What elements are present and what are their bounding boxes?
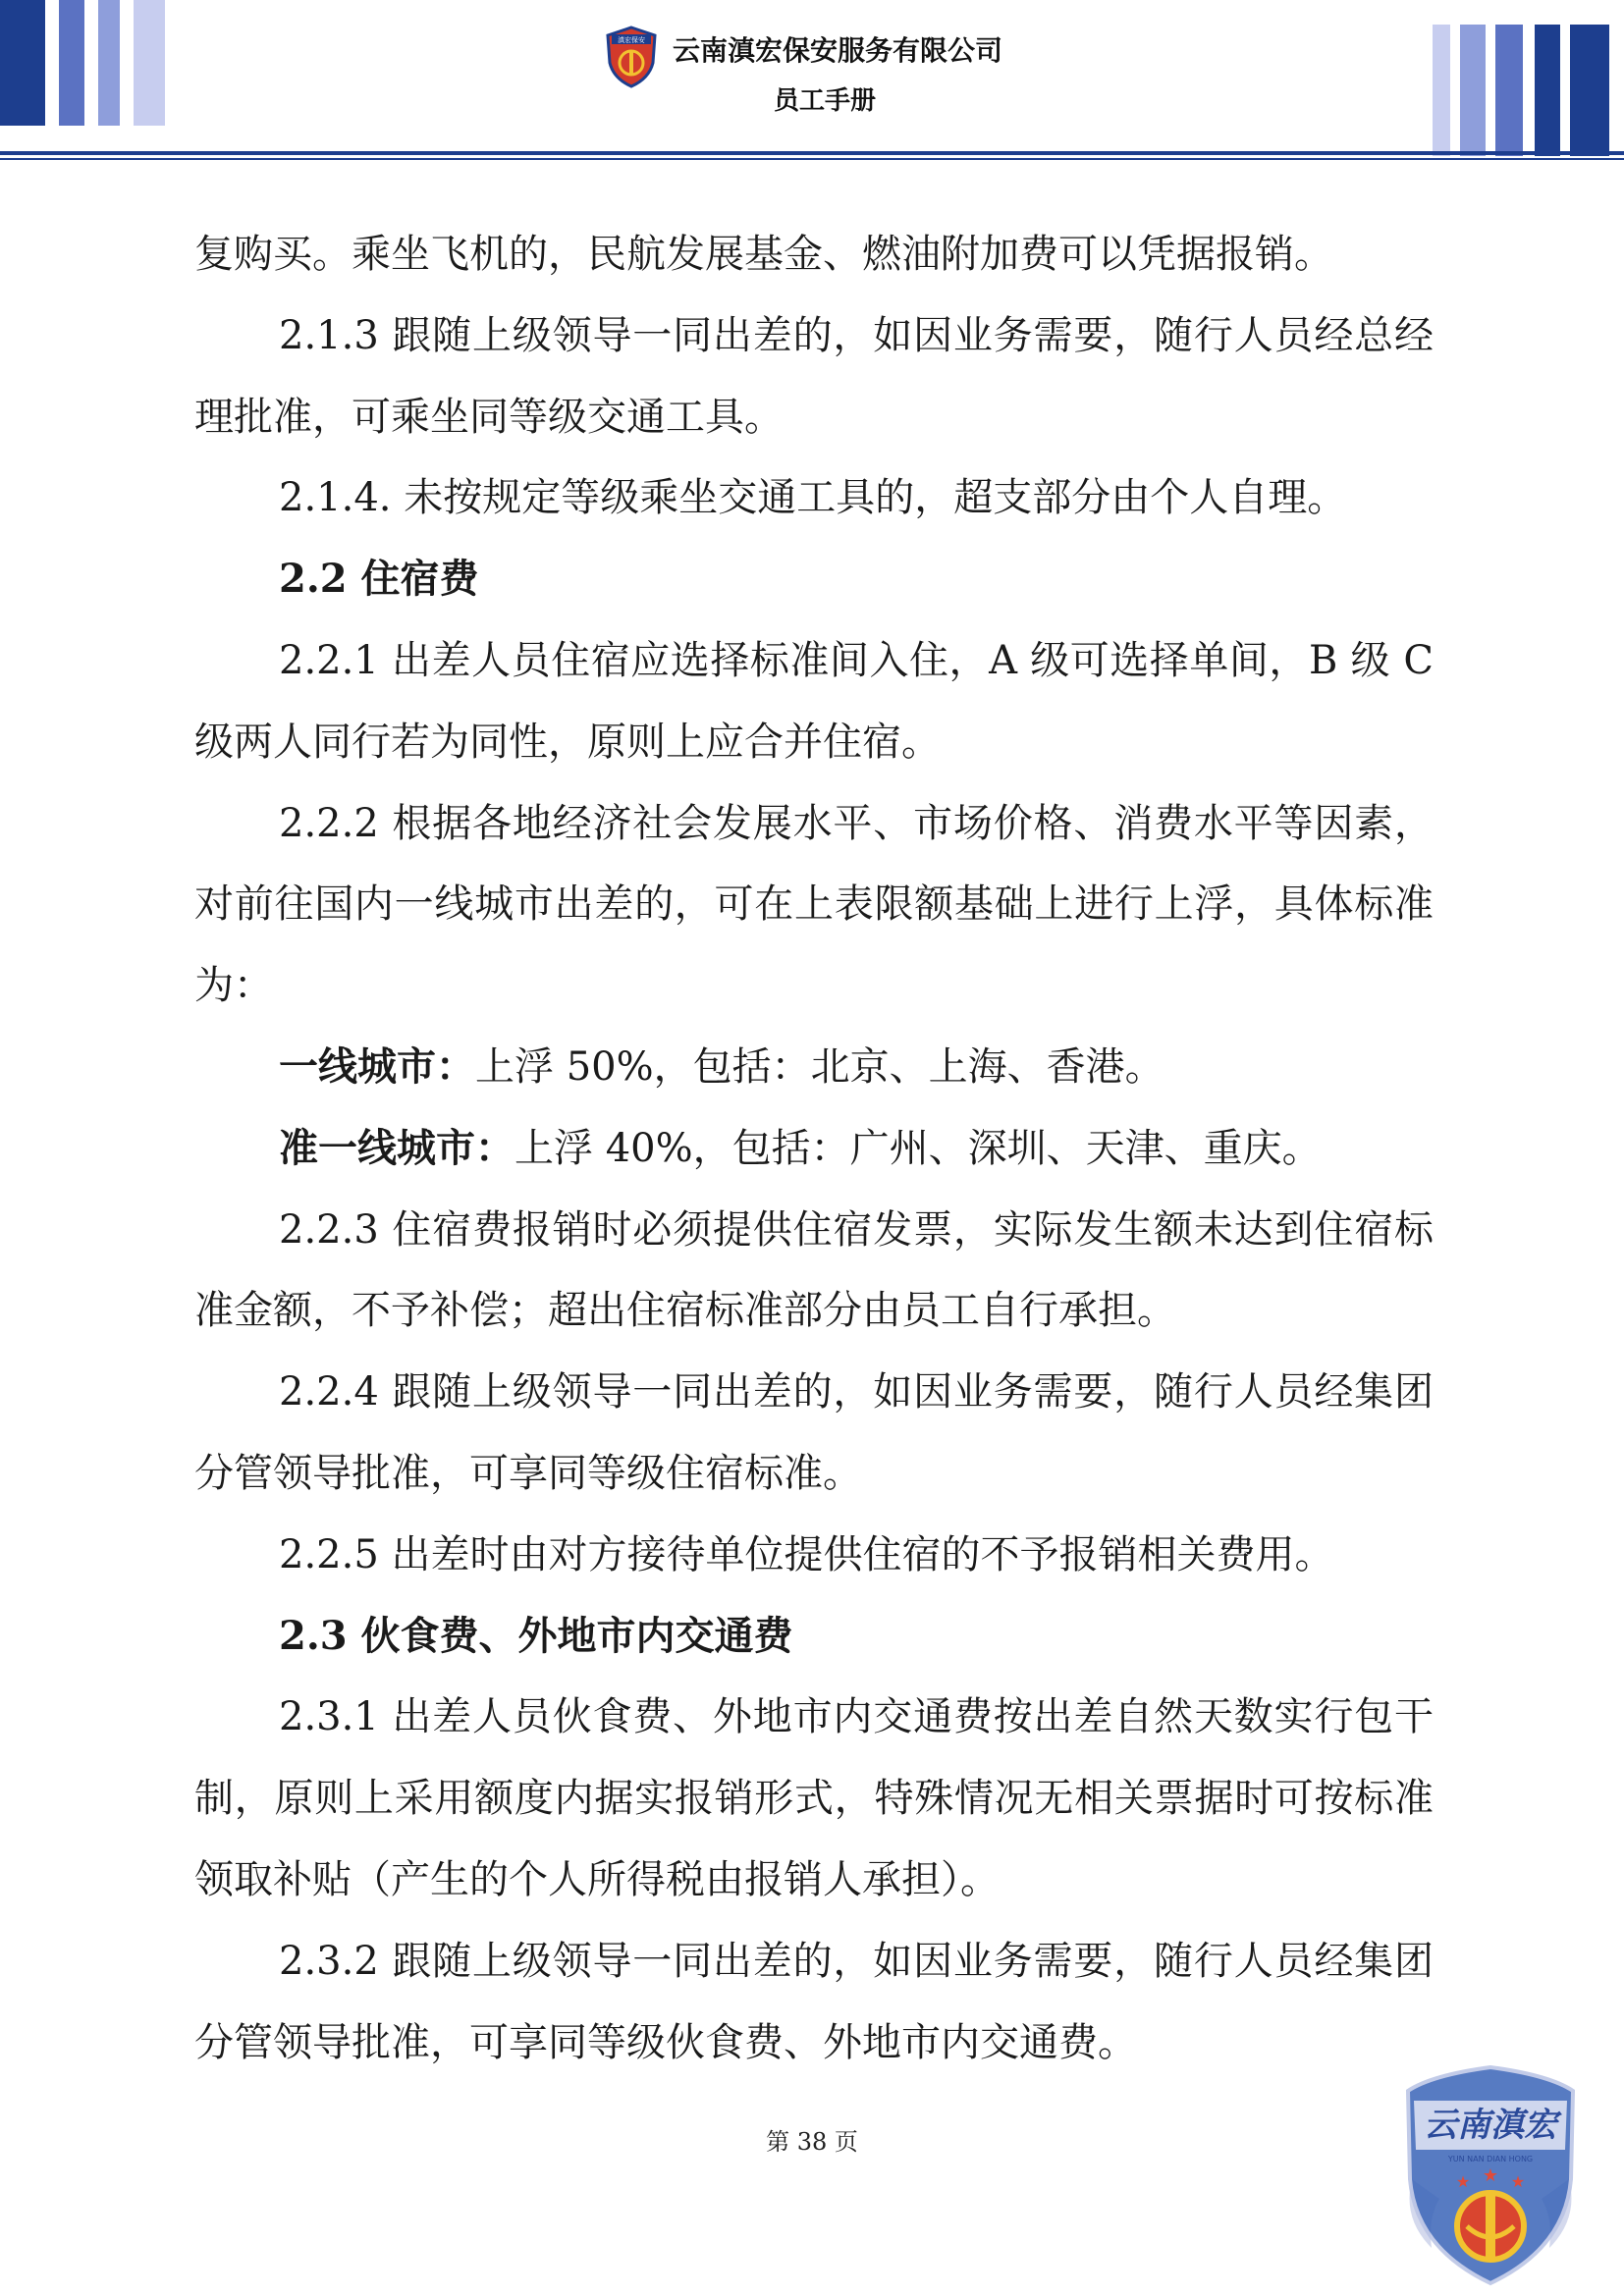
tier2-city-line	[194, 1108, 1434, 1190]
security-badge-icon	[1392, 2061, 1589, 2287]
section-heading-2-2: 2.2 住宿费	[279, 556, 479, 603]
svg-text:YUN NAN DIAN HONG: YUN NAN DIAN HONG	[1447, 2155, 1534, 2163]
tier1-city-label: 一线城市：	[279, 1042, 475, 1090]
paragraph-2-2-3: 2.2.3 住宿费报销时必须提供住宿发票，实际发生额未达到住宿标准金额，不予补偿；超出住宿标准部分由员工自行承担。	[194, 1206, 1434, 1334]
page-body	[194, 214, 1434, 2083]
svg-text:云南滇宏: 云南滇宏	[1424, 2106, 1557, 2145]
svg-text:★: ★	[1482, 2165, 1499, 2186]
tier1-city-text: 上浮 50%，包括：北京、上海、香港。	[475, 1043, 1164, 1090]
company-logo-icon	[604, 26, 659, 88]
company-name: 云南滇宏保安服务有限公司	[673, 34, 1003, 67]
tier2-city-text: 上浮 40%，包括：广州、深圳、天津、重庆。	[514, 1125, 1322, 1171]
paragraph-2-3-2: 2.3.2 跟随上级领导一同出差的，如因业务需要，随行人员经集团分管领导批准，可享同等级伙食费、外地市内交通费。	[194, 1938, 1434, 2065]
header-stripes-right	[1433, 25, 1624, 162]
paragraph-2-2-5: 2.2.5 出差时由对方接待单位提供住宿的不予报销相关费用。	[279, 1531, 1334, 1577]
paragraph-2-2-2: 2.2.2 根据各地经济社会发展水平、市场价格、消费水平等因素，对前往国内一线城市出差的，可在上表限额基础上进行上浮，具体标准为：	[194, 800, 1434, 1009]
paragraph-2-3-1: 2.3.1 出差人员伙食费、外地市内交通费按出差自然天数实行包干制，原则上采用额度内据实报销形式，特殊情况无相关票据时可按标准领取补贴（产生的个人所得税由报销人承担）。	[194, 1694, 1434, 1902]
paragraph-2-1-3: 2.1.3 跟随上级领导一同出差的，如因业务需要，随行人员经总经理批准，可乘坐同等级交通工具。	[194, 312, 1434, 440]
tier2-city-label: 准一线城市：	[279, 1124, 514, 1171]
header-rule	[0, 151, 1624, 155]
section-heading-2-3: 2.3 伙食费、外地市内交通费	[279, 1612, 793, 1659]
paragraph-2-2-4: 2.2.4 跟随上级领导一同出差的，如因业务需要，随行人员经集团分管领导批准，可享同等级住宿标准。	[194, 1369, 1434, 1496]
continued-paragraph: 复购买。乘坐飞机的，民航发展基金、燃油附加费可以凭据报销。	[194, 232, 1333, 277]
svg-text:★: ★	[1510, 2172, 1526, 2191]
svg-text:滇宏保安: 滇宏保安	[618, 36, 645, 44]
paragraph-2-2-1: 2.2.1 出差人员住宿应选择标准间入住，A 级可选择单间，B 级 C 级两人同行若为同性，原则上应合并住宿。	[194, 637, 1434, 765]
header-rule-thin	[0, 158, 1624, 160]
paragraph-2-1-4: 2.1.4. 未按规定等级乘坐交通工具的，超支部分由个人自理。	[279, 475, 1347, 521]
page-number: 第 38 页	[766, 2128, 858, 2156]
document-title: 员工手册	[773, 86, 876, 116]
svg-text:★: ★	[1455, 2172, 1471, 2191]
header-stripes-left	[0, 0, 172, 128]
tier1-city-line	[194, 1027, 1434, 1108]
header-title-block	[604, 22, 1036, 130]
